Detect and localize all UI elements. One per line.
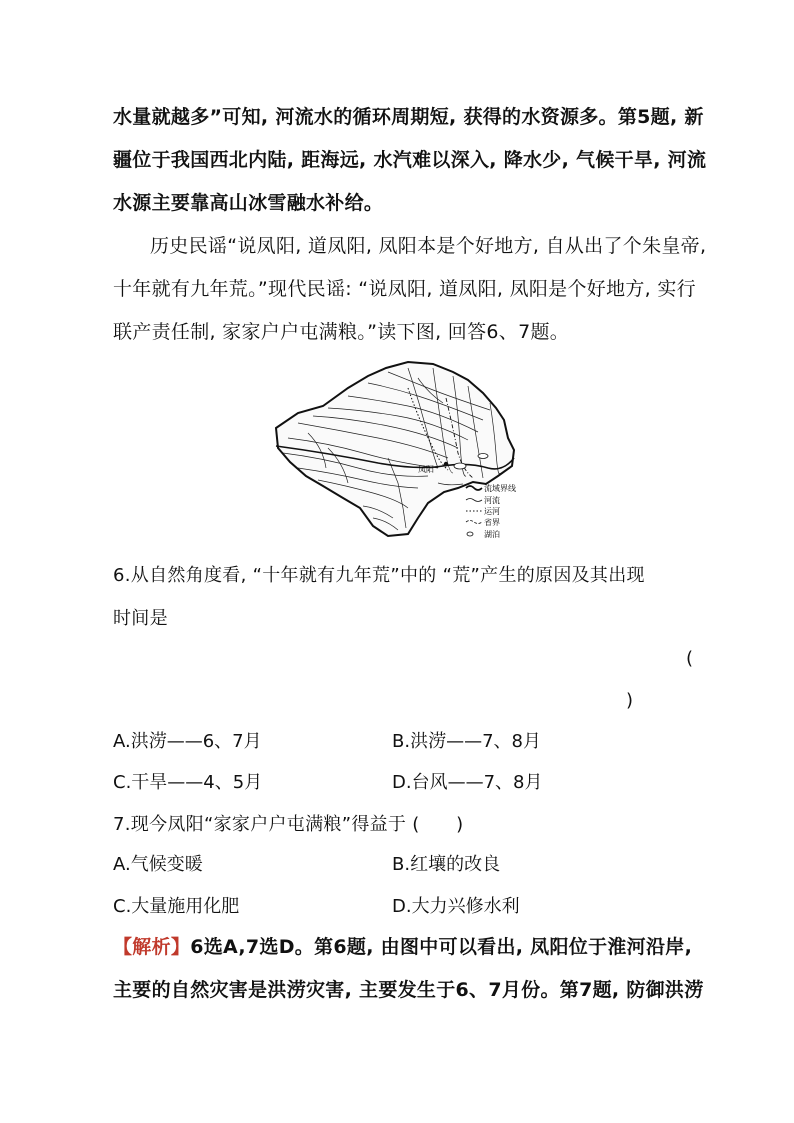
- q7-option-d: D.大力兴修水利: [392, 896, 520, 917]
- q6-stem-line-2: 时间是: [113, 608, 168, 629]
- q6-option-c: C.干旱——4、5月: [113, 772, 263, 793]
- q6-answer-paren-close: ): [626, 690, 634, 711]
- analysis-text-1: 6选A,7选D。第6题, 由图中可以看出, 凤阳位于淮河沿岸,: [190, 936, 693, 958]
- paragraph-1-line-3: 水源主要靠高山冰雪融水补给。: [113, 192, 384, 214]
- analysis-tag: 【解析】: [113, 936, 191, 958]
- fengyang-basin-map: [268, 358, 530, 540]
- q6-stem-line-1: 6.从自然角度看, “十年就有九年荒”中的 “荒”产生的原因及其出现: [113, 565, 645, 586]
- lake: [478, 454, 488, 459]
- fengyang-marker: [444, 462, 448, 466]
- lake: [454, 463, 466, 469]
- city-label: 凤阳: [418, 465, 434, 474]
- q6-option-a: A.洪涝——6、7月: [113, 731, 262, 752]
- q7-option-b: B.红壤的改良: [392, 854, 501, 875]
- paragraph-2-line-3: 联产责任制, 家家户户屯满粮。”读下图, 回答6、7题。: [113, 321, 570, 343]
- paragraph-2-line-1: 历史民谣“说凤阳, 道凤阳, 凤阳本是个好地方, 自从出了个朱皇帝,: [150, 235, 707, 257]
- map-legend: [466, 483, 516, 539]
- legend-river: 河流: [484, 496, 500, 505]
- analysis-line-1: [113, 934, 692, 960]
- legend-canal: 运河: [484, 507, 500, 516]
- q6-answer-paren-open: (: [686, 648, 694, 669]
- legend-lake: 湖泊: [484, 530, 500, 539]
- q7-stem: 7.现今凤阳“家家户户屯满粮”得益于 ( ): [113, 814, 464, 835]
- analysis-line-2: 主要的自然灾害是洪涝灾害, 主要发生于6、7月份。第7题, 防御洪涝: [113, 979, 704, 1001]
- paragraph-2-line-2: 十年就有九年荒。”现代民谣: “说凤阳, 道凤阳, 凤阳是个好地方, 实行: [113, 278, 696, 300]
- map-svg: [268, 358, 530, 540]
- q6-option-d: D.台风——7、8月: [392, 772, 543, 793]
- paragraph-1-line-1: 水量就越多”可知, 河流水的循环周期短, 获得的水资源多。第5题, 新: [113, 106, 704, 128]
- q7-option-c: C.大量施用化肥: [113, 896, 240, 917]
- q7-option-a: A.气候变暖: [113, 854, 203, 875]
- legend-basin-boundary: 流域界线: [484, 484, 516, 493]
- legend-province-border: 省界: [484, 518, 500, 527]
- paragraph-1-line-2: 疆位于我国西北内陆, 距海远, 水汽难以深入, 降水少, 气候干旱, 河流: [113, 149, 707, 171]
- q6-option-b: B.洪涝——7、8月: [392, 731, 541, 752]
